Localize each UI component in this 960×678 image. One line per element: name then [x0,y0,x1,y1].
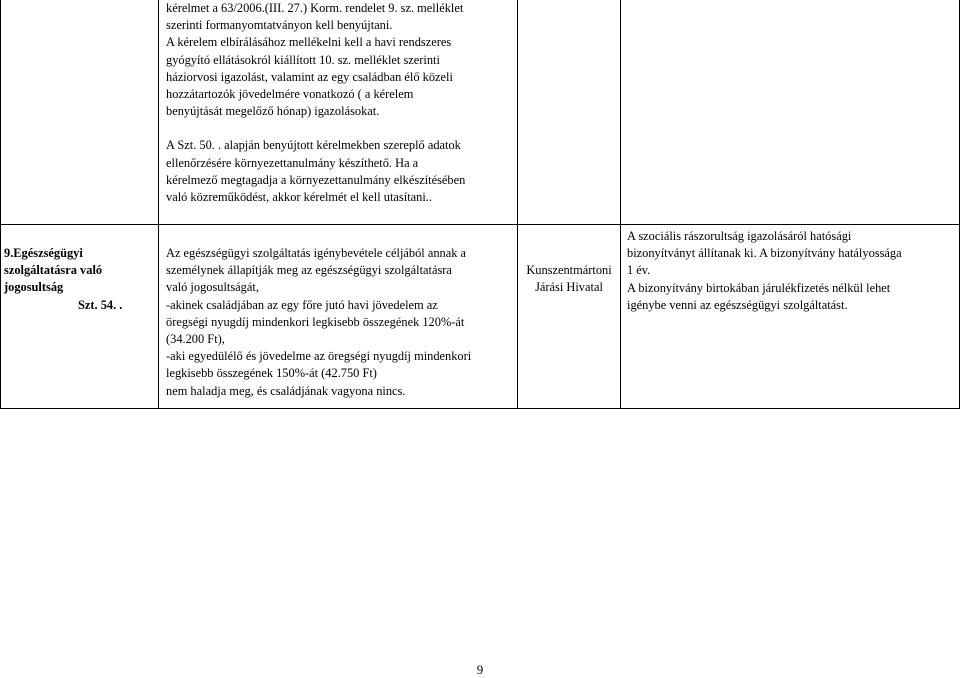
row9-notes-line: bizonyítványt állítanak ki. A bizonyítvány hatályossága [627,246,902,261]
top-text-line: háziorvosi igazolást, valamint az egy családban élő közeli [166,69,453,84]
top-text-line: kérelmező megtagadja a környezettanulmány elkészítésében [166,172,466,187]
top-text-line: szerinti formanyomtatványon kell benyújtani. [166,18,393,33]
top-text-line: való közreműködést, akkor kérelmét el kell utasítani.. [166,190,432,205]
row9-description-line: személynek állapítják meg az egészségügyi szolgáltatásra [166,263,452,278]
row9-title-line: 9.Egészségügyi [4,246,83,260]
top-text-line: A Szt. 50. . alapján benyújtott kérelmekben szereplő adatok [166,138,461,153]
top-text-line: gyógyító ellátásokról kiállított 10. sz. melléklet szerinti [166,52,440,67]
table-divider-3 [620,0,621,409]
row9-notes-line: A bizonyítvány birtokában járulékfizetés nélkül lehet [627,280,891,295]
row-separator [0,224,960,225]
row9-description-line: -aki egyedülélő és jövedelme az öregségi nyugdíj mindenkori [166,349,472,364]
top-text-line: hozzátartozók jövedelmére vonatkozó ( a kérelem [166,87,414,102]
table-border-left [0,0,1,409]
top-text-line: kérelmet a 63/2006.(III. 27.) Korm. rendelet 9. sz. melléklet [166,1,464,15]
row9-notes-line: A szociális rászorultság igazolásáról hatósági [627,229,852,243]
top-text-line: benyújtását megelőző hónap) igazolásokat. [166,104,380,119]
row9-description-line: -akinek családjában az egy főre jutó havi jövedelem az [166,297,438,312]
row9-notes-line: 1 év. [627,263,651,278]
top-text-line: A kérelem elbírálásához mellékelni kell a havi rendszeres [166,35,452,50]
row9-authority-cell [518,262,620,296]
row9-title-cell [4,245,154,314]
top-row-text [166,0,511,206]
row9-description-line: öregségi nyugdíj mindenkori legkisebb összegének 120%-át [166,314,465,329]
row9-authority-line: Kunszentmártoni [526,263,612,277]
row9-law-ref: Szt. 54. . [78,297,123,312]
table-border-bottom [0,408,960,409]
row9-title-line: jogosultság [4,280,64,295]
row9-description-line: (34.200 Ft), [166,332,225,347]
row9-description-cell [166,245,511,400]
table-divider-2 [517,0,518,409]
top-text-line: ellenőrzésére környezettanulmány készíthető. Ha a [166,155,419,170]
row9-description-line: való jogosultságát, [166,280,259,295]
row9-description-line: Az egészségügyi szolgáltatás igénybevétele céljából annak a [166,246,467,260]
row9-description-line: nem haladja meg, és családjának vagyona nincs. [166,383,406,398]
table-divider-1 [158,0,159,409]
row9-authority-line: Járási Hivatal [535,280,603,295]
row9-title-line: szolgáltatásra való [4,263,103,278]
row9-description-line: legkisebb összegének 150%-át (42.750 Ft) [166,366,377,381]
row9-notes-cell [627,228,957,314]
page-number: 9 [476,662,484,677]
row9-notes-line: igénybe venni az egészségügyi szolgáltatást. [627,297,848,312]
